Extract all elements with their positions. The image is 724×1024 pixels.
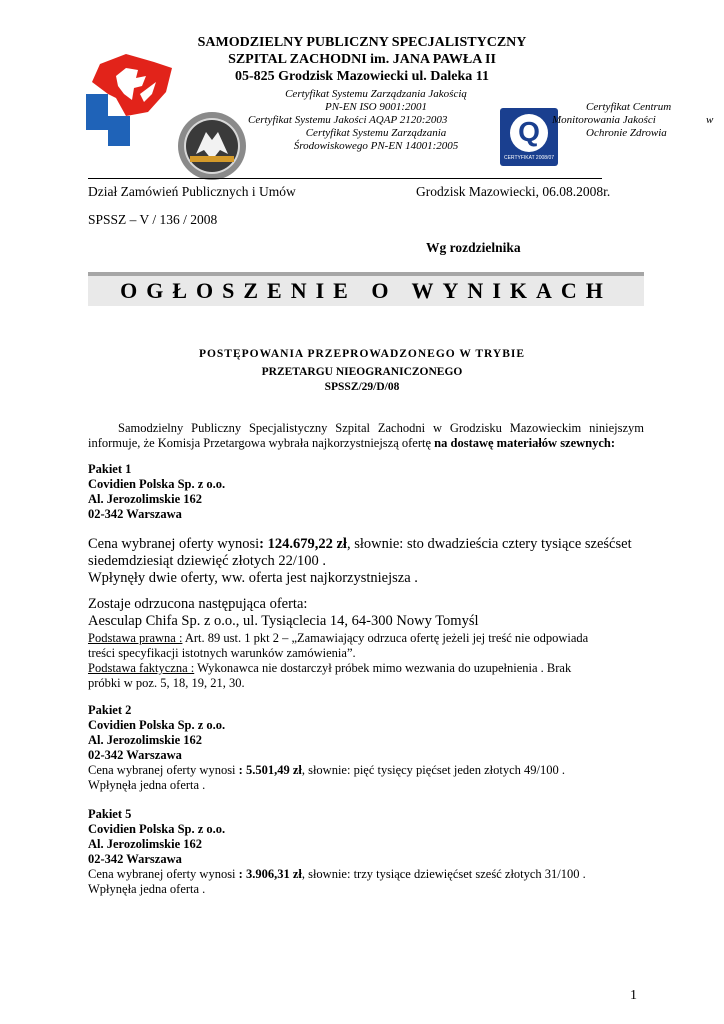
cert-line: Środowiskowego PN-EN 14001:2005 <box>293 140 459 152</box>
offers-count: Wpłynęła jedna oferta . <box>88 778 206 792</box>
pakiet-title: Pakiet 1 <box>88 462 132 476</box>
price-amount: : 5.501,49 zł <box>238 763 302 777</box>
cert-right-line: Certyfikat Centrum <box>586 101 672 113</box>
company-name: Covidien Polska Sp. z o.o. <box>88 718 226 732</box>
company-street: Al. Jerozolimskie 162 <box>88 837 202 851</box>
rejected-intro: Zostaje odrzucona następująca oferta: <box>88 596 308 612</box>
reference-number: SPSSZ – V / 136 / 2008 <box>88 212 218 227</box>
price-words: , słownie: sto dwadzieścia cztery tysiące sześćset <box>346 536 632 552</box>
procedure-number: SPSSZ/29/D/08 <box>324 381 400 393</box>
offers-count: Wpłynęła jedna oferta . <box>88 882 206 896</box>
procedure-title: POSTĘPOWANIA PRZEPROWADZONEGO W TRYBIE <box>198 348 526 360</box>
price-prefix: Cena wybranej oferty wynosi <box>88 867 239 881</box>
factual-basis-text: Wykonawca nie dostarczył próbek mimo wezwania do uzupełnienia . Brak <box>194 661 572 675</box>
cert-line: PN-EN ISO 9001:2001 <box>324 101 428 113</box>
cert-line: Certyfikat Systemu Zarządzania <box>305 127 447 139</box>
company-name: Covidien Polska Sp. z o.o. <box>88 477 226 491</box>
certificates-left <box>248 88 504 153</box>
intro-text: Samodzielny Publiczny Specjalistyczny Szpital Zachodni w Grodzisku Mazowieckim niniejszym informuje, że Komisja Przetargowa wybrała najkorzystniejszą ofertę <box>88 421 644 450</box>
document-title: OGŁOSZENIE O WYNIKACH <box>120 278 612 303</box>
hospital-name-line2: SZPITAL ZACHODNI im. JANA PAWŁA II <box>228 52 496 67</box>
addressee: Wg rozdzielnika <box>426 240 521 255</box>
cert-right-line: Ochronie Zdrowia <box>586 127 667 139</box>
cert-right-line: Monitorowania Jakości <box>552 114 656 126</box>
eagle-seal-icon <box>176 110 248 182</box>
page-number: 1 <box>630 988 637 1003</box>
company-street: Al. Jerozolimskie 162 <box>88 492 202 506</box>
rejection-basis <box>88 631 648 691</box>
department-name: Dział Zamówień Publicznych i Umów <box>88 184 296 199</box>
company-city: 02-342 Warszawa <box>88 507 182 521</box>
pakiet5-section <box>88 807 648 897</box>
intro-subject: na dostawę materiałów szewnych: <box>434 436 616 450</box>
pakiet1-section <box>88 462 648 522</box>
cert-line: Certyfikat Systemu Zarządzania Jakością <box>285 88 467 100</box>
legal-basis-text-cont: treści specyfikacji istotnych warunków zamówienia”. <box>88 646 356 660</box>
company-street: Al. Jerozolimskie 162 <box>88 733 202 747</box>
pakiet-title: Pakiet 5 <box>88 807 132 821</box>
cert-line: Certyfikat Systemu Jakości AQAP 2120:2003 <box>248 114 448 126</box>
company-city: 02-342 Warszawa <box>88 852 182 866</box>
intro-paragraph <box>88 421 644 451</box>
price-amount: : 124.679,22 zł <box>259 536 347 552</box>
cert-right-line: w <box>706 114 714 126</box>
place-date: Grodzisk Mazowiecki, 06.08.2008r. <box>416 184 611 199</box>
offers-count: Wpłynęły dwie oferty, ww. oferta jest najkorzystniejsza . <box>88 570 418 586</box>
company-name: Covidien Polska Sp. z o.o. <box>88 822 226 836</box>
legal-basis-text: Art. 89 ust. 1 pkt 2 – „Zamawiający odrzuca ofertę jeżeli jej treść nie odpowiada <box>182 631 589 645</box>
rejected-company: Aesculap Chifa Sp. z o.o., ul. Tysiąclecia 14, 64-300 Nowy Tomyśl <box>88 613 479 629</box>
hospital-address: 05-825 Grodzisk Mazowiecki ul. Daleka 11 <box>234 69 490 84</box>
company-city: 02-342 Warszawa <box>88 748 182 762</box>
price-prefix: Cena wybranej oferty wynosi <box>88 536 260 552</box>
factual-basis-label: Podstawa faktyczna : <box>88 661 195 675</box>
header-divider <box>88 178 602 179</box>
price-words: , słownie: trzy tysiące dziewięćset sześć złotych 31/100 . <box>301 867 586 881</box>
hospital-name-line1: SAMODZIELNY PUBLICZNY SPECJALISTYCZNY <box>197 35 527 50</box>
rejected-offer <box>88 596 648 630</box>
quality-certificate-icon: Q CERTYFIKAT 2008/07 <box>500 108 558 166</box>
price-words-cont: siedemdziesiąt dziewięć złotych 22/100 . <box>88 553 326 569</box>
pakiet-title: Pakiet 2 <box>88 703 132 717</box>
factual-basis-text-cont: próbki w poz. 5, 18, 19, 21, 30. <box>88 676 245 690</box>
price-prefix: Cena wybranej oferty wynosi <box>88 763 239 777</box>
legal-basis-label: Podstawa prawna : <box>88 631 183 645</box>
pakiet2-section <box>88 703 648 793</box>
pakiet1-price <box>88 536 648 587</box>
price-amount: : 3.906,31 zł <box>238 867 302 881</box>
price-words: , słownie: pięć tysięcy pięćset jeden złotych 49/100 . <box>301 763 565 777</box>
procedure-mode: PRZETARGU NIEOGRANICZONEGO <box>261 366 463 378</box>
